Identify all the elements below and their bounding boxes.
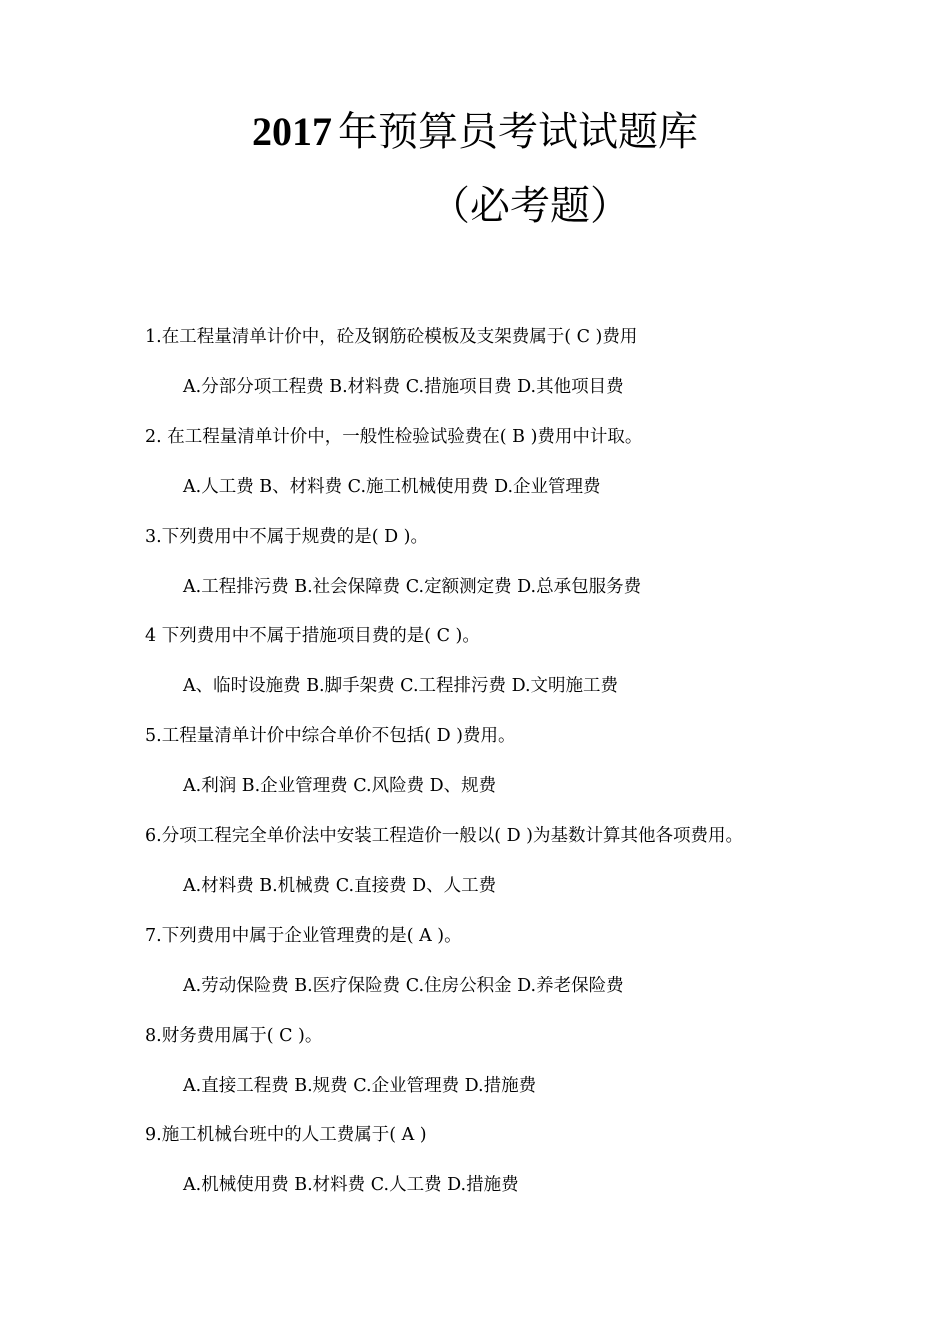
question-item — [0, 722, 950, 822]
question-item — [0, 323, 950, 423]
document-subtitle: （必考题） — [430, 183, 630, 229]
question-item — [0, 822, 950, 922]
question-options: A.材料费 B.机械费 C.直接费 D、人工费 — [183, 875, 497, 896]
question-text: 3.下列费用中不属于规费的是( D )。 — [145, 526, 429, 547]
question-list — [0, 323, 950, 1221]
question-item — [0, 1121, 950, 1221]
title-text: 年预算员考试试题库 — [338, 109, 698, 155]
question-options: A.分部分项工程费 B.材料费 C.措施项目费 D.其他项目费 — [183, 377, 624, 397]
question-item — [0, 423, 950, 523]
question-options: A、临时设施费 B.脚手架费 C.工程排污费 D.文明施工费 — [183, 676, 619, 697]
question-options: A.人工费 B、材料费 C.施工机械使用费 D.企业管理费 — [183, 476, 601, 497]
question-text: 6.分项工程完全单价法中安装工程造价一般以( D )为基数计算其他各项费用。 — [145, 825, 744, 846]
question-item — [0, 523, 950, 623]
question-text: 8.财务费用属于( C )。 — [145, 1025, 323, 1046]
question-item — [0, 1022, 950, 1122]
question-options: A.机械使用费 B.材料费 C.人工费 D.措施费 — [183, 1175, 519, 1196]
question-text: 7.下列费用中属于企业管理费的是( A )。 — [145, 925, 462, 946]
question-text: 9.施工机械台班中的人工费属于( A ) — [145, 1125, 427, 1146]
question-text: 5.工程量清单计价中综合单价不包括( D )费用。 — [145, 726, 516, 747]
question-options: A.工程排污费 B.社会保障费 C.定额测定费 D.总承包服务费 — [183, 576, 642, 597]
title-year: 2017 — [252, 109, 332, 154]
question-text: 4 下列费用中不属于措施项目费的是( C )。 — [145, 626, 480, 647]
question-item — [0, 622, 950, 722]
question-text: 1.在工程量清单计价中，砼及钢筋砼模板及支架费属于( C )费用 — [145, 327, 638, 347]
question-options: A.利润 B.企业管理费 C.风险费 D、规费 — [183, 776, 497, 797]
question-options: A.直接工程费 B.规费 C.企业管理费 D.措施费 — [183, 1075, 537, 1096]
document-title — [0, 108, 950, 156]
question-text: 2. 在工程量清单计价中，一般性检验试验费在( B )费用中计取。 — [145, 426, 643, 447]
question-options: A.劳动保险费 B.医疗保险费 C.住房公积金 D.养老保险费 — [183, 975, 624, 996]
question-item — [0, 922, 950, 1022]
